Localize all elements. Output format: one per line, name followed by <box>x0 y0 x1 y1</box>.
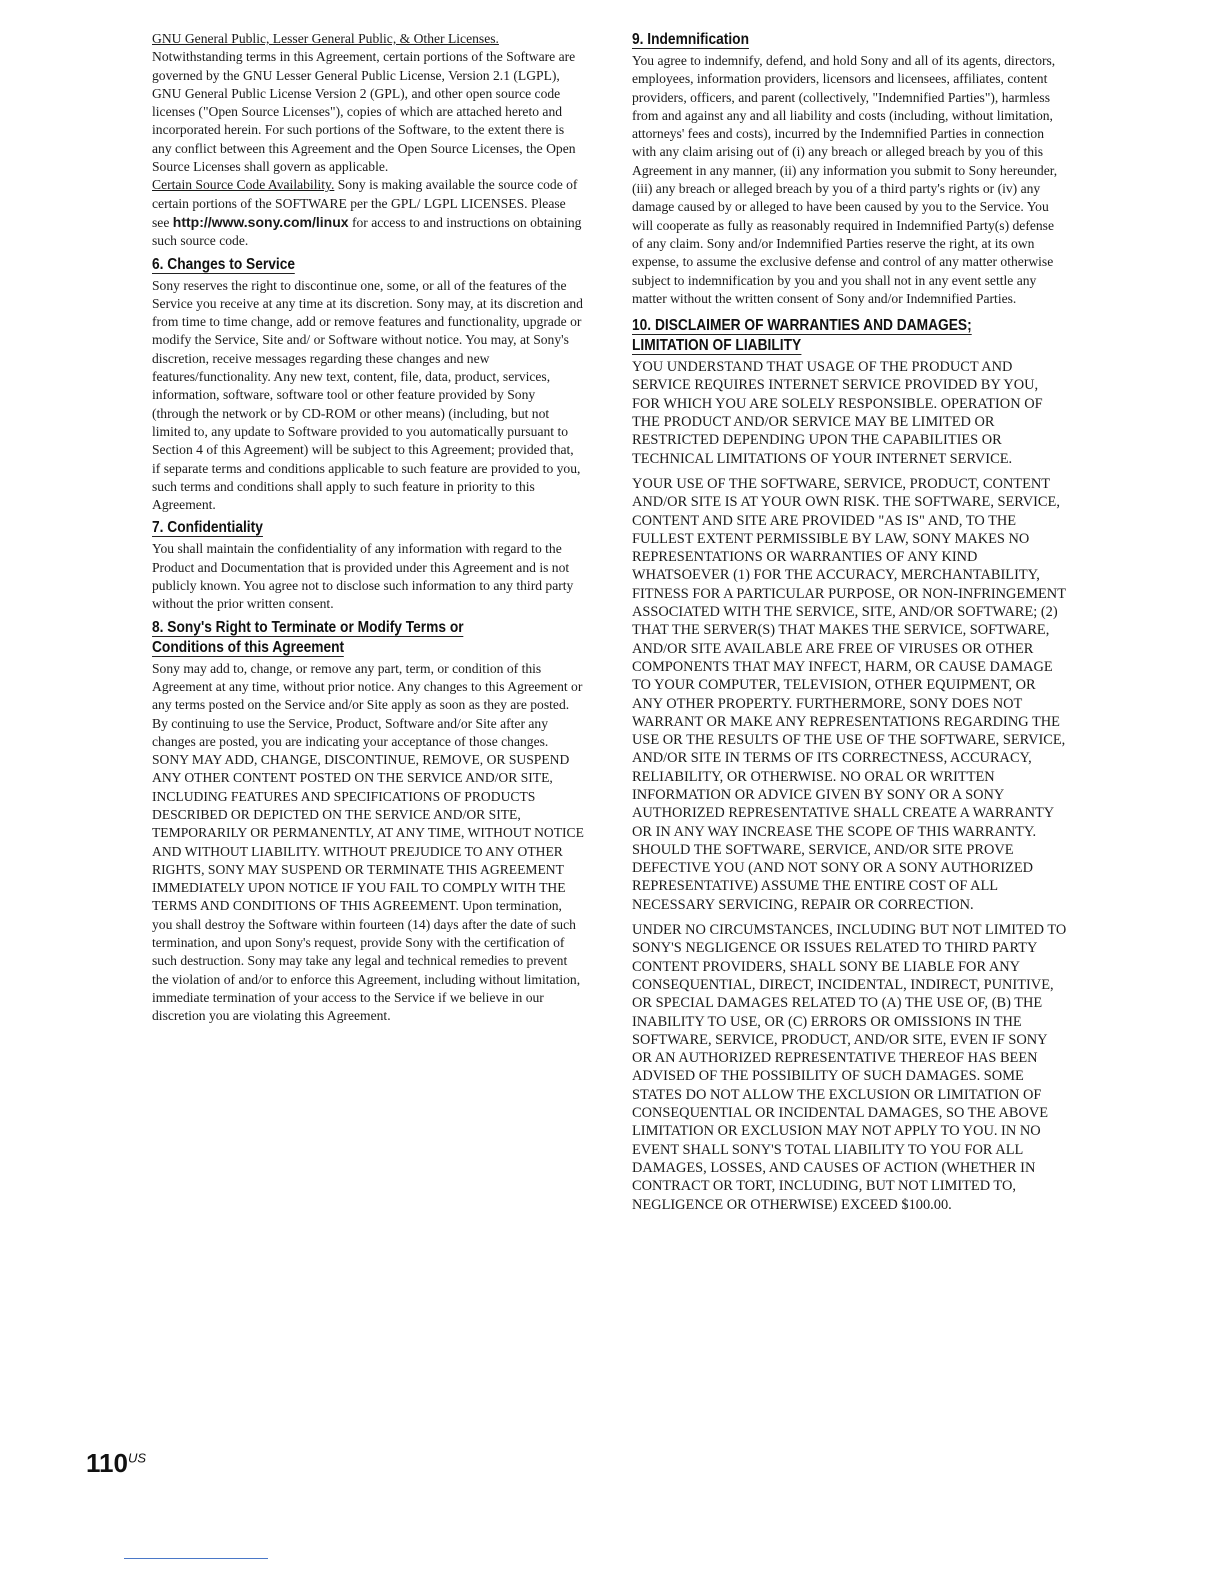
section-10-title: 10. DISCLAIMER OF WARRANTIES AND DAMAGES; <box>632 317 972 335</box>
section-6-text: Sony reserves the right to discontinue one, some, or all of the features of the Service you receive at any time at its discretion. Sony may, at its discretion and from time to time change, add or remove features and functionality, upgrade or modify the Service, Site and/ or Software without notice. You may, at Sony's discretion, receive messages regarding these changes and new features/functionality. Any new text, content, file, data, product, services, information, software, software tool or other feature provided by Sony (through the network or by CD-ROM or other means) (including, but not limited to, any update to Software provided to you automatically pursuant to Section 4 of this Agreement) will be subject to this Agreement; provided that, if separate terms and conditions applicable to such feature are provided to you, such terms and conditions shall apply to such feature in priority to this Agreement. <box>152 277 583 513</box>
right-column <box>632 30 1068 1221</box>
section-7-title: 7. Confidentiality <box>152 519 263 537</box>
section-10-paragraph-1: YOU UNDERSTAND THAT USAGE OF THE PRODUCT AND SERVICE REQUIRES INTERNET SERVICE PROVIDED BY YOU, FOR WHICH YOU ARE SOLELY RESPONSIBLE. OPERATION OF THE PRODUCT AND/OR SERVICE MAY BE LIMITED OR RESTRICTED DEPENDING UPON THE CAPABILITIES OR TECHNICAL LIMITATIONS OF YOUR INTERNET SERVICE. <box>632 359 1043 467</box>
section-8-text: Sony may add to, change, or remove any part, term, or condition of this Agreement at any time, without prior notice. Any changes to this Agreement or any terms posted on the Service and/or Site apply as soon as they are posted. By continuing to use the Service, Product, Software and/or Site after any changes are posted, you are indicating your acceptance of those changes. SONY MAY ADD, CHANGE, DISCONTINUE, REMOVE, OR SUSPEND ANY OTHER CONTENT POSTED ON THE SERVICE AND/OR SITE, INCLUDING FEATURES AND SPECIFICATIONS OF PRODUCTS DESCRIBED OR DEPICTED ON THE SERVICE AND/OR SITE, TEMPORARILY OR PERMANENTLY, AT ANY TIME, WITHOUT NOTICE AND WITHOUT LIABILITY. WITHOUT PREJUDICE TO ANY OTHER RIGHTS, SONY MAY SUSPEND OR TERMINATE THIS AGREEMENT IMMEDIATELY UPON NOTICE IF YOU FAIL TO COMPLY WITH THE TERMS AND CONDITIONS OF THIS AGREEMENT. Upon termination, you shall destroy the Software within fourteen (14) days after the date of such termination, and upon Sony's request, provide Sony with the certification of such destruction. Sony may take any legal and technical remedies to prevent the violation of and/or to enforce this Agreement, including without limitation, immediate termination of your access to the Service if we believe in our discretion you are violating this Agreement. <box>152 660 584 1024</box>
section-9-title: 9. Indemnification <box>632 31 749 48</box>
licenses-text: Notwithstanding terms in this Agreement, certain portions of the Software are governed by the GNU Lesser General Public License, Version 2.1 (LGPL), GNU General Public License Version 2 (GPL), and other open source code licenses ("Open Source Licenses"), copies of which are attached hereto and incorporated herein. For such portions of the Software, to the extent there is any conflict between this Agreement and the Open Source Licenses, the Open Source Licenses shall govern as applicable. <box>152 49 576 175</box>
section-10-paragraph-3: UNDER NO CIRCUMSTANCES, INCLUDING BUT NOT LIMITED TO SONY'S NEGLIGENCE OR ISSUES RELATED TO THIRD PARTY CONTENT PROVIDERS, SHALL SONY BE LIABLE FOR ANY CONSEQUENTIAL, DIRECT, INCIDENTAL, INDIRECT, PUNITIVE, OR SPECIAL DAMAGES RELATED TO (A) THE USE OF, (B) THE INABILITY TO USE, OR (C) ERRORS OR OMISSIONS IN THE SOFTWARE, SERVICE, PRODUCT, AND/OR SITE, EVEN IF SONY OR AN AUTHORIZED REPRESENTATIVE THEREOF HAS BEEN ADVISED OF THE POSSIBILITY OF SUCH DAMAGES. SOME STATES DO NOT ALLOW THE EXCLUSION OR LIMITATION OF CONSEQUENTIAL OR INCIDENTAL DAMAGES, SO THE ABOVE LIMITATION OR EXCLUSION MAY NOT APPLY TO YOU. IN NO EVENT SHALL SONY'S TOTAL LIABILITY TO YOU FOR ALL DAMAGES, LOSSES, AND CAUSES OF ACTION (WHETHER IN CONTRACT OR TORT, INCLUDING, BUT NOT LIMITED TO, NEGLIGENCE OR OTHERWISE) EXCEED $100.00. <box>632 922 1067 1213</box>
section-6-title: 6. Changes to Service <box>152 255 296 273</box>
page-number: $110^{US}$ <box>86 1448 147 1478</box>
section-7-text: You shall maintain the confidentiality of any information with regard to the Product and Documentation that is provided under this Agreement and is not publicly known. You agree not to disclose such information to any third party without the prior written consent. <box>152 541 574 612</box>
section-9-text: You agree to indemnify, defend, and hold Sony and all of its agents, directors, employees, information providers, licensors and licensees, affiliates, content providers, officers, and parent (collectively, "Indemnified Parties"), harmless from and against any and all liability and costs (including, without limitation, attorneys' fees and costs), incurred by the Indemnified Parties in connection with any claim arising out of (i) any breach or alleged breach by you of this Agreement in any manner, (ii) any information you submit to Sony hereunder, (iii) any breach or alleged breach by you of a third party's rights or (iv) any damage caused by or alleged to have been caused by you to the Service. You will cooperate as fully as reasonably required in Indemnified Party(s) defense of any claim. Sony and/or Indemnified Parties reserve the right, at its own expense, to assume the exclusive defense and control of any matter otherwise subject to indemnification by you and you shall not in any event settle any matter without the written consent of Sony and/or Indemnified Parties. <box>632 53 1058 306</box>
source-code-text-end: for access to and instructions on obtaining such source code. <box>152 214 582 249</box>
source-code-text: Sony is making available the source code of certain portions of the SOFTWARE per the GPL/ LGPL LICENSES. Please see <box>152 177 578 230</box>
licenses-paragraph <box>152 30 584 251</box>
section-8-title-line2: Conditions of this Agreement <box>152 638 345 656</box>
page-region-suffix: US <box>127 1450 147 1466</box>
sony-linux-link[interactable]: http://www.sony.com/linux <box>172 213 349 230</box>
source-code-heading: Certain Source Code Availability. <box>152 177 335 193</box>
section-10-title-line2: LIMITATION OF LIABILITY <box>632 337 802 355</box>
section-8-title: 8. Sony's Right to Terminate or Modify Terms or <box>152 618 464 636</box>
left-column <box>152 30 584 1026</box>
bottom-rule <box>124 1558 268 1559</box>
section-10-paragraph-2: YOUR USE OF THE SOFTWARE, SERVICE, PRODUCT, CONTENT AND/OR SITE IS AT YOUR OWN RISK. THE SOFTWARE, SERVICE, CONTENT AND SITE ARE PROVIDED "AS IS" AND, TO THE FULLEST EXTENT PERMISSIBLE BY LAW, SONY MAKES NO REPRESENTATIONS OR WARRANTIES OF ANY KIND WHATSOEVER (1) FOR THE ACCURACY, MERCHANTABILITY, FITNESS FOR A PARTICULAR PURPOSE, OR NON-INFRINGEMENT ASSOCIATED WITH THE SERVICE, SITE, AND/OR SOFTWARE; (2) THAT THE SERVER(S) THAT MAKES THE SERVICE, SOFTWARE, AND/OR SITE AVAILABLE ARE FREE OF VIRUSES OR OTHER COMPONENTS THAT MAY INFECT, HARM, OR CAUSE DAMAGE TO YOUR COMPUTER, TELEVISION, OTHER EQUIPMENT, OR ANY OTHER PROPERTY. FURTHERMORE, SONY DOES NOT WARRANT OR MAKE ANY REPRESENTATIONS REGARDING THE USE OR THE RESULTS OF THE USE OF THE SOFTWARE, SERVICE, AND/OR SITE IN TERMS OF ITS CORRECTNESS, ACCURACY, RELIABILITY, OR OTHERWISE. NO ORAL OR WRITTEN INFORMATION OR ADVICE GIVEN BY SONY OR A SONY AUTHORIZED REPRESENTATIVE SHALL CREATE A WARRANTY OR IN ANY WAY INCREASE THE SCOPE OF THIS WARRANTY. SHOULD THE SOFTWARE, SERVICE, AND/OR SITE PROVE DEFECTIVE YOU (AND NOT SONY OR A SONY AUTHORIZED REPRESENTATIVE) ASSUME THE ENTIRE COST OF ALL NECESSARY SERVICING, REPAIR OR CORRECTION. <box>632 475 1066 913</box>
licenses-heading: GNU General Public, Lesser General Public, & Other Licenses. <box>152 31 499 46</box>
